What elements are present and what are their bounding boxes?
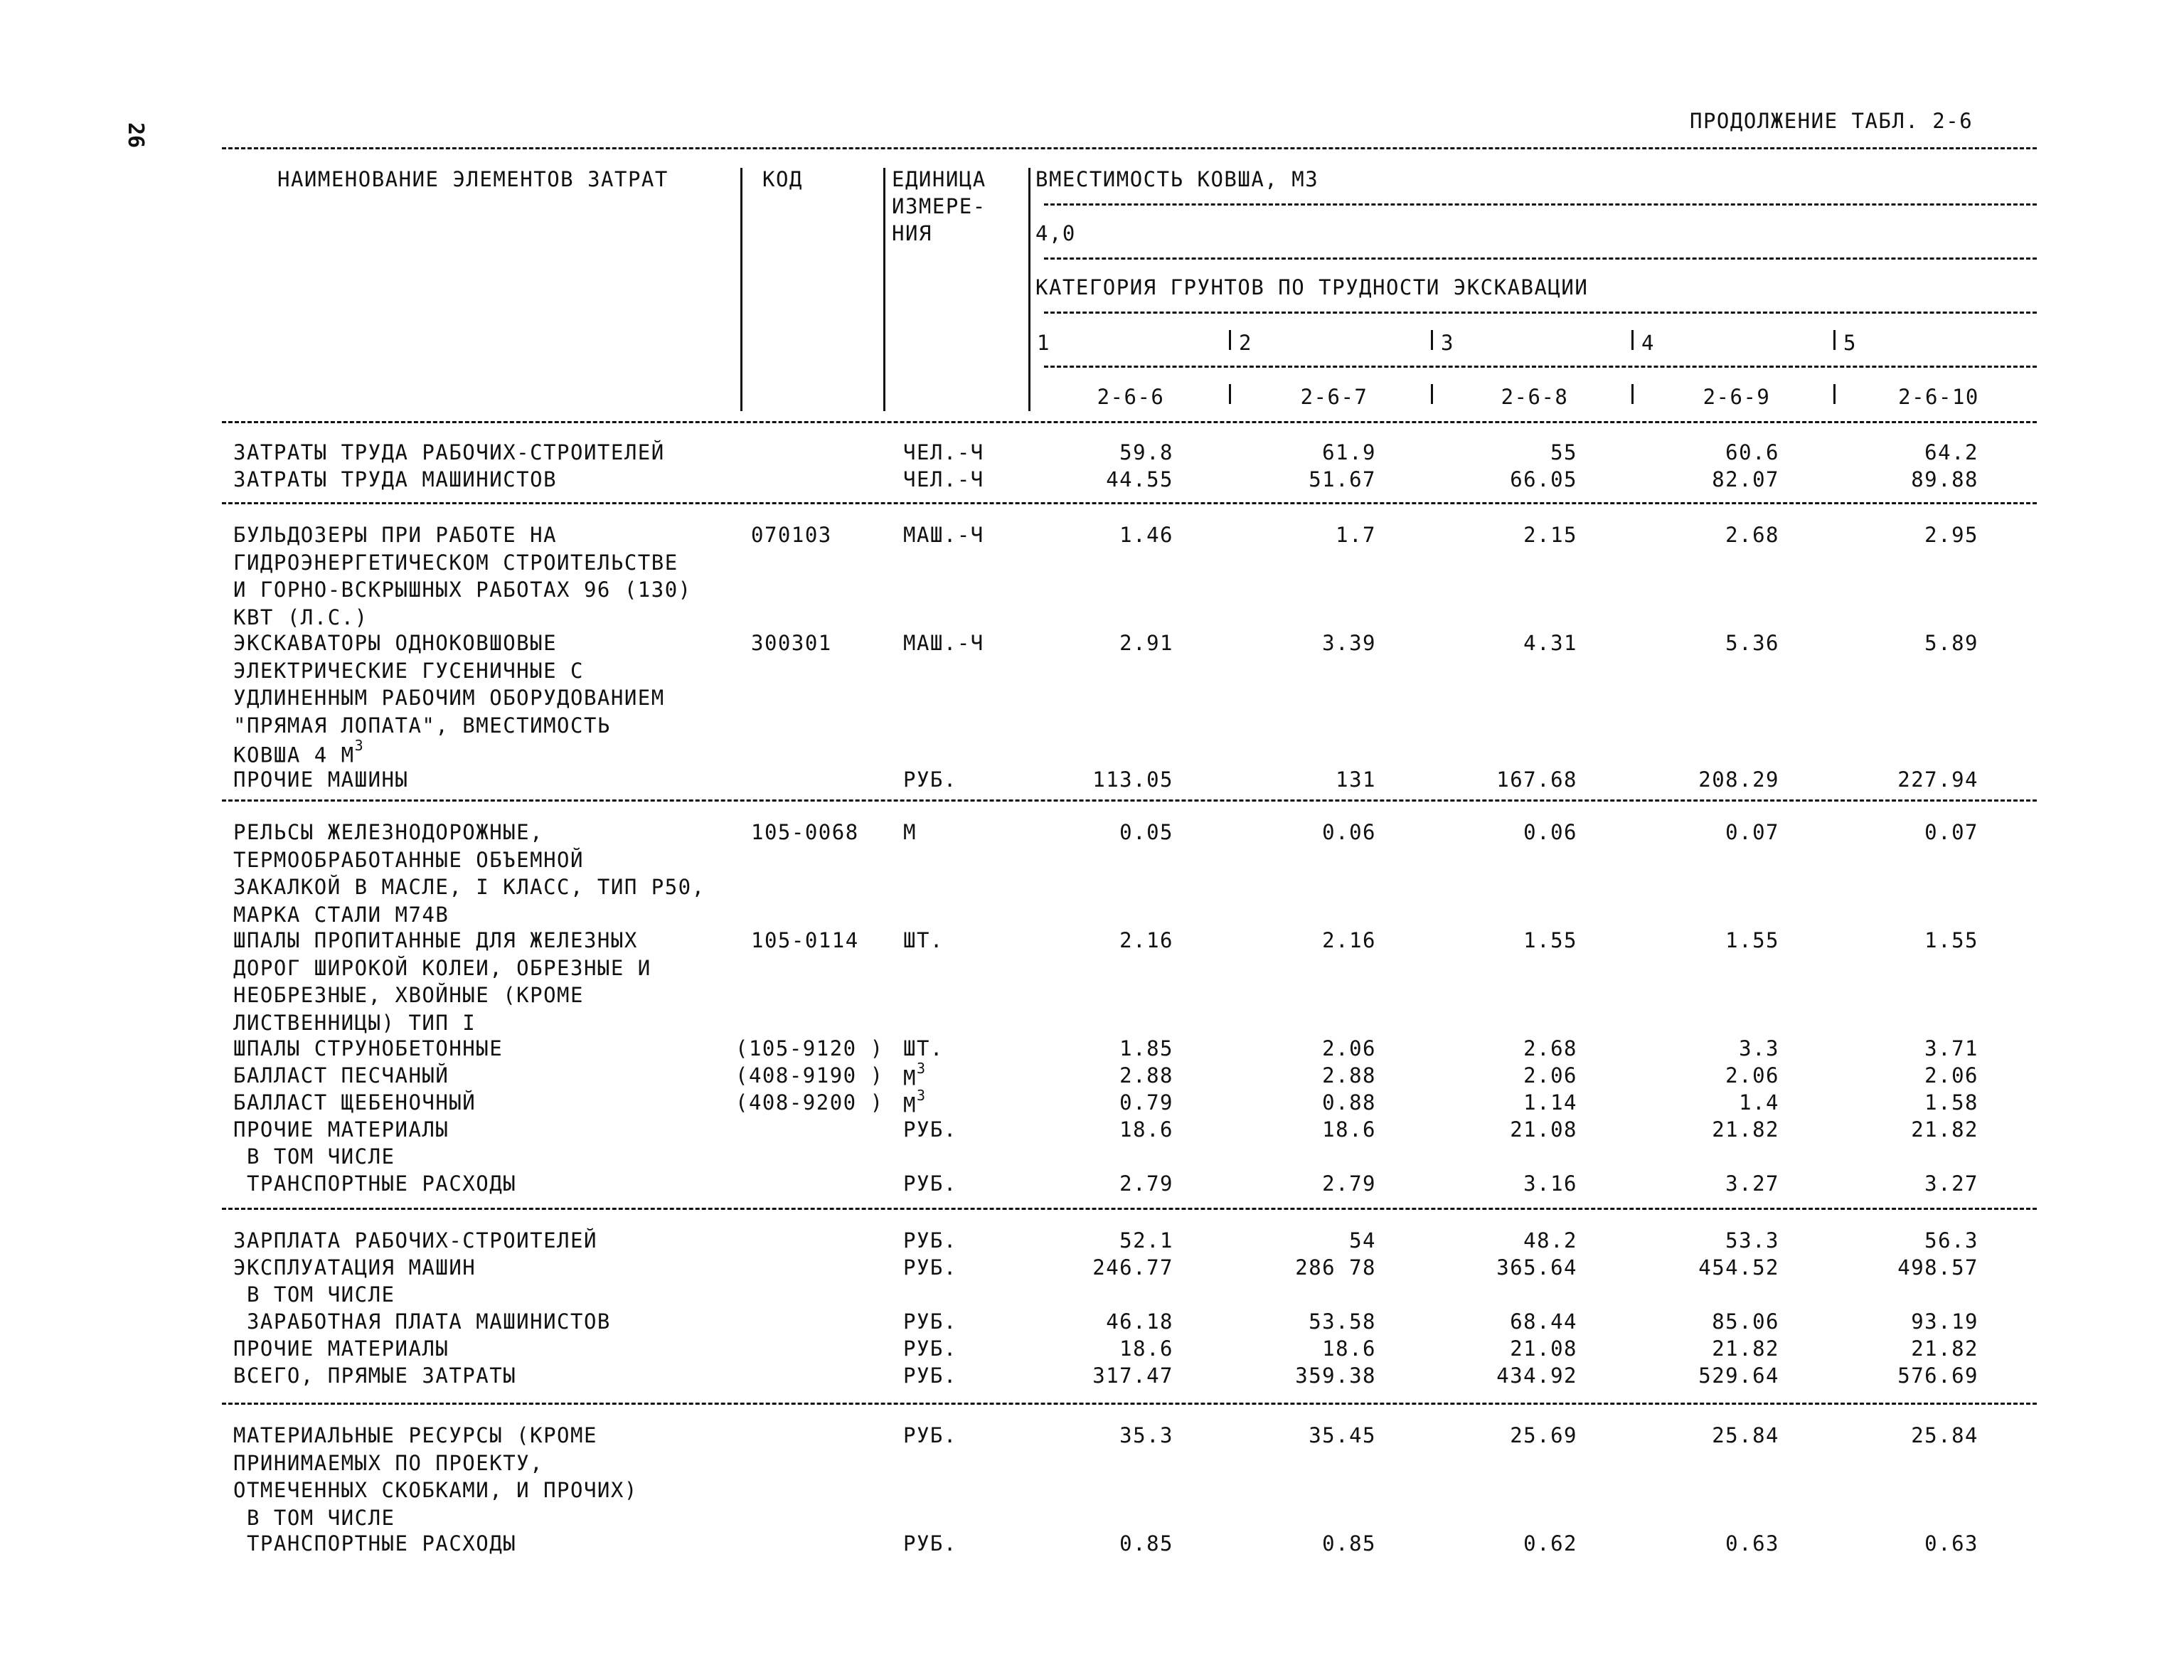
row-value: 365.64 [1496, 1255, 1577, 1280]
column-separator [883, 168, 885, 411]
row-name-line: ЭКСПЛУАТАЦИЯ МАШИН [233, 1255, 476, 1280]
row-value: 53.3 [1725, 1228, 1779, 1253]
column-separator [1833, 330, 1836, 350]
row-value: 0.05 [1119, 820, 1173, 844]
row-value: 0.62 [1523, 1531, 1577, 1556]
header-name-col: НАИМЕНОВАНИЕ ЭЛЕМЕНТОВ ЗАТРАТ [277, 167, 668, 191]
row-value: 53.58 [1309, 1309, 1376, 1334]
row-name-line: И ГОРНО-ВСКРЫШНЫХ РАБОТАХ 96 (130) [233, 578, 692, 602]
row-value: 113.05 [1092, 767, 1173, 792]
row-value: 21.08 [1510, 1336, 1577, 1361]
row-name-line: ШПАЛЫ ПРОПИТАННЫЕ ДЛЯ ЖЕЛЕЗНЫХ [233, 928, 638, 952]
column-separator [1028, 168, 1030, 411]
row-name-line: ОТМЕЧЕННЫХ СКОБКАМИ, И ПРОЧИХ) [233, 1478, 638, 1502]
row-value: 21.08 [1510, 1117, 1577, 1142]
column-separator [1833, 384, 1836, 404]
row-value: 454.52 [1698, 1255, 1779, 1280]
column-separator [1229, 330, 1231, 350]
header-category: 3 [1441, 331, 1454, 355]
row-value: 93.19 [1911, 1309, 1978, 1334]
row-value: 46.18 [1106, 1309, 1173, 1334]
section-rule [222, 502, 2037, 504]
row-value: 2.06 [1725, 1063, 1779, 1088]
row-value: 576.69 [1897, 1363, 1978, 1388]
row-unit: РУБ. [903, 1255, 957, 1280]
header-norm-code: 2-6-7 [1300, 385, 1368, 409]
section-rule [222, 1403, 2037, 1405]
row-value: 56.3 [1924, 1228, 1978, 1253]
column-separator [1431, 330, 1433, 350]
row-unit: МАШ.-Ч [903, 523, 984, 547]
row-name-line: ЛИСТВЕННИЦЫ) ТИП I [233, 1010, 476, 1035]
row-value: 61.9 [1322, 440, 1376, 464]
row-value: 0.06 [1322, 820, 1376, 844]
superscript: 3 [916, 1087, 927, 1104]
row-value: 35.45 [1309, 1423, 1376, 1447]
section-rule [222, 799, 2037, 802]
row-value: 18.6 [1119, 1336, 1173, 1361]
row-name-line: БАЛЛАСТ ПЕСЧАНЫЙ [233, 1063, 449, 1088]
row-value: 3.71 [1924, 1036, 1978, 1060]
row-value: 18.6 [1322, 1117, 1376, 1142]
row-name-line: В ТОМ ЧИСЛЕ [233, 1505, 395, 1530]
row-value: 3.16 [1523, 1171, 1577, 1196]
row-name-line: УДЛИНЕННЫМ РАБОЧИМ ОБОРУДОВАНИЕМ [233, 686, 665, 710]
row-value: 317.47 [1092, 1363, 1173, 1388]
row-name-line: ПРОЧИЕ МАШИНЫ [233, 767, 409, 792]
row-value: 0.88 [1322, 1090, 1376, 1115]
header-category: 4 [1641, 331, 1655, 355]
row-name-line: "ПРЯМАЯ ЛОПАТА", ВМЕСТИМОСТЬ [233, 713, 611, 738]
row-value: 1.4 [1739, 1090, 1779, 1115]
row-value: 359.38 [1295, 1363, 1376, 1388]
row-value: 21.82 [1911, 1336, 1978, 1361]
header-capacity-value: 4,0 [1035, 221, 1076, 245]
row-value: 1.55 [1924, 928, 1978, 952]
row-name-line: ЗАТРАТЫ ТРУДА РАБОЧИХ-СТРОИТЕЛЕЙ [233, 440, 665, 464]
header-unit-col: НИЯ [892, 221, 932, 245]
row-value: 59.8 [1119, 440, 1173, 464]
row-name-line: ЭЛЕКТРИЧЕСКИЕ ГУСЕНИЧНЫЕ С [233, 658, 584, 683]
row-value: 0.07 [1725, 820, 1779, 844]
row-name-line: ТРАНСПОРТНЫЕ РАСХОДЫ [233, 1171, 517, 1196]
row-unit: $М^3$ [903, 1060, 927, 1090]
row-value: 2.06 [1924, 1063, 1978, 1088]
row-name-line: ДОРОГ ШИРОКОЙ КОЛЕИ, ОБРЕЗНЫЕ И [233, 955, 651, 980]
column-separator [1631, 330, 1634, 350]
row-value: 2.68 [1725, 523, 1779, 547]
row-code: 105-0114 [751, 928, 859, 952]
row-unit: РУБ. [903, 767, 957, 792]
row-code: (408-9190 ) [735, 1063, 884, 1088]
row-value: 2.95 [1924, 523, 1978, 547]
header-category: 5 [1843, 331, 1857, 355]
row-value: 2.16 [1322, 928, 1376, 952]
row-name-line: ШПАЛЫ СТРУНОБЕТОННЫЕ [233, 1036, 504, 1060]
row-name-line: БАЛЛАСТ ЩЕБЕНОЧНЫЙ [233, 1090, 476, 1115]
row-name-line: ТРАНСПОРТНЫЕ РАСХОДЫ [233, 1531, 517, 1556]
row-value: 0.85 [1119, 1531, 1173, 1556]
row-value: 1.55 [1725, 928, 1779, 952]
row-value: 68.44 [1510, 1309, 1577, 1334]
row-value: 2.88 [1119, 1063, 1173, 1088]
row-value: 44.55 [1106, 467, 1173, 491]
row-value: 82.07 [1712, 467, 1779, 491]
row-value: 131 [1336, 767, 1376, 792]
row-unit: РУБ. [903, 1363, 957, 1388]
row-value: 21.82 [1712, 1336, 1779, 1361]
row-value: 3.27 [1924, 1171, 1978, 1196]
header-top-rule [222, 147, 2037, 149]
row-value: 0.85 [1322, 1531, 1376, 1556]
row-value: 25.69 [1510, 1423, 1577, 1447]
row-unit: РУБ. [903, 1423, 957, 1447]
row-unit: РУБ. [903, 1228, 957, 1253]
superscript: 3 [354, 737, 365, 754]
row-value: 48.2 [1523, 1228, 1577, 1253]
column-separator [1431, 384, 1433, 404]
row-name-line: МАРКА СТАЛИ М74В [233, 902, 449, 927]
row-name-line: ТЕРМООБРАБОТАННЫЕ ОБЪЕМНОЙ [233, 847, 584, 872]
row-name-line: ЗАРПЛАТА РАБОЧИХ-СТРОИТЕЛЕЙ [233, 1228, 597, 1253]
row-code: (408-9200 ) [735, 1090, 884, 1115]
row-value: 0.63 [1725, 1531, 1779, 1556]
row-value: 2.88 [1322, 1063, 1376, 1088]
row-unit: РУБ. [903, 1117, 957, 1142]
row-value: 4.31 [1523, 631, 1577, 655]
row-value: 89.88 [1911, 467, 1978, 491]
row-name-line: НЕОБРЕЗНЫЕ, ХВОЙНЫЕ (КРОМЕ [233, 983, 584, 1007]
row-code: 300301 [751, 631, 832, 655]
row-value: 1.7 [1336, 523, 1376, 547]
row-value: 2.79 [1119, 1171, 1173, 1196]
header-code-col: КОД [762, 167, 803, 191]
row-value: 18.6 [1322, 1336, 1376, 1361]
header-rule [1044, 257, 2037, 260]
row-value: 25.84 [1911, 1423, 1978, 1447]
header-soil-category: КАТЕГОРИЯ ГРУНТОВ ПО ТРУДНОСТИ ЭКСКАВАЦИИ [1035, 275, 1589, 299]
row-unit: РУБ. [903, 1531, 957, 1556]
row-name-line: ГИДРОЭНЕРГЕТИЧЕСКОМ СТРОИТЕЛЬСТВЕ [233, 550, 678, 575]
row-value: 55 [1550, 440, 1577, 464]
row-value: 3.39 [1322, 631, 1376, 655]
page-number: 26 [123, 122, 148, 149]
row-name-line: ПРИНИМАЕМЫХ ПО ПРОЕКТУ, [233, 1450, 544, 1475]
row-name-line: В ТОМ ЧИСЛЕ [233, 1144, 395, 1169]
section-rule [222, 1208, 2037, 1210]
row-code: 105-0068 [751, 820, 859, 844]
row-value: 208.29 [1698, 767, 1779, 792]
superscript: 3 [916, 1060, 927, 1077]
row-value: 60.6 [1725, 440, 1779, 464]
row-unit: РУБ. [903, 1336, 957, 1361]
table-caption: ПРОДОЛЖЕНИЕ ТАБЛ. 2-6 [1690, 109, 1973, 133]
row-value: 2.68 [1523, 1036, 1577, 1060]
row-name-line: ЭКСКАВАТОРЫ ОДНОКОВШОВЫЕ [233, 631, 558, 655]
row-name-line: КВТ (Л.С.) [233, 605, 368, 629]
header-rule [1044, 312, 2037, 314]
header-rule [1044, 203, 2037, 206]
header-rule [1044, 366, 2037, 368]
row-value: 35.3 [1119, 1423, 1173, 1447]
row-value: 498.57 [1897, 1255, 1978, 1280]
row-name-line: ЗАРАБОТНАЯ ПЛАТА МАШИНИСТОВ [233, 1309, 611, 1334]
row-value: 85.06 [1712, 1309, 1779, 1334]
row-unit: РУБ. [903, 1171, 957, 1196]
row-value: 2.16 [1119, 928, 1173, 952]
row-name-line: ВСЕГО, ПРЯМЫЕ ЗАТРАТЫ [233, 1363, 517, 1388]
row-unit: ШТ. [903, 1036, 944, 1060]
row-unit: М [903, 820, 917, 844]
row-name-line: БУЛЬДОЗЕРЫ ПРИ РАБОТЕ НА [233, 523, 558, 547]
row-value: 25.84 [1712, 1423, 1779, 1447]
row-value: 0.79 [1119, 1090, 1173, 1115]
row-value: 2.91 [1119, 631, 1173, 655]
row-name-line: ЗАТРАТЫ ТРУДА МАШИНИСТОВ [233, 467, 558, 491]
row-value: 1.58 [1924, 1090, 1978, 1115]
row-value: 227.94 [1897, 767, 1978, 792]
row-value: 1.55 [1523, 928, 1577, 952]
row-unit: МАШ.-Ч [903, 631, 984, 655]
row-name-line: РЕЛЬСЫ ЖЕЛЕЗНОДОРОЖНЫЕ, [233, 820, 544, 844]
header-norm-code: 2-6-10 [1898, 385, 1979, 409]
row-value: 3.27 [1725, 1171, 1779, 1196]
header-norm-code: 2-6-6 [1097, 385, 1165, 409]
row-value: 54 [1349, 1228, 1376, 1253]
row-name-line: ПРОЧИЕ МАТЕРИАЛЫ [233, 1336, 449, 1361]
row-name-line: МАТЕРИАЛЬНЫЕ РЕСУРСЫ (КРОМЕ [233, 1423, 597, 1447]
row-value: 51.67 [1309, 467, 1376, 491]
row-unit: ЧЕЛ.-Ч [903, 440, 984, 464]
row-value: 2.06 [1322, 1036, 1376, 1060]
row-value: 5.36 [1725, 631, 1779, 655]
row-name-line: ЗАКАЛКОЙ В МАСЛЕ, I КЛАСС, ТИП Р50, [233, 875, 705, 899]
header-capacity: ВМЕСТИМОСТЬ КОВША, М3 [1035, 167, 1319, 191]
header-category: 2 [1239, 331, 1252, 355]
header-norm-code: 2-6-9 [1703, 385, 1771, 409]
row-value: 529.64 [1698, 1363, 1779, 1388]
row-value: 1.85 [1119, 1036, 1173, 1060]
row-value: 1.14 [1523, 1090, 1577, 1115]
row-name-line: В ТОМ ЧИСЛЕ [233, 1282, 395, 1307]
row-code: (105-9120 ) [735, 1036, 884, 1060]
row-value: 1.46 [1119, 523, 1173, 547]
header-norm-code: 2-6-8 [1501, 385, 1569, 409]
row-unit: ШТ. [903, 928, 944, 952]
row-value: 2.15 [1523, 523, 1577, 547]
row-unit: $М^3$ [903, 1087, 927, 1117]
row-value: 18.6 [1119, 1117, 1173, 1142]
column-separator [740, 168, 742, 411]
row-value: 0.07 [1924, 820, 1978, 844]
row-value: 0.63 [1924, 1531, 1978, 1556]
row-name-line: КОВША 4 $М^3$ [233, 737, 365, 767]
row-value: 21.82 [1712, 1117, 1779, 1142]
row-value: 2.79 [1322, 1171, 1376, 1196]
row-value: 21.82 [1911, 1117, 1978, 1142]
row-value: 52.1 [1119, 1228, 1173, 1253]
column-separator [1229, 384, 1231, 404]
row-value: 66.05 [1510, 467, 1577, 491]
row-unit: ЧЕЛ.-Ч [903, 467, 984, 491]
row-value: 0.06 [1523, 820, 1577, 844]
row-value: 167.68 [1496, 767, 1577, 792]
header-category: 1 [1037, 331, 1050, 355]
row-value: 246.77 [1092, 1255, 1173, 1280]
row-value: 434.92 [1496, 1363, 1577, 1388]
header-bottom-rule [222, 421, 2037, 423]
header-unit-col: ИЗМЕРЕ- [892, 194, 986, 218]
row-value: 2.06 [1523, 1063, 1577, 1088]
row-value: 286 78 [1295, 1255, 1376, 1280]
row-value: 64.2 [1924, 440, 1978, 464]
row-unit: РУБ. [903, 1309, 957, 1334]
header-unit-col: ЕДИНИЦА [892, 167, 986, 191]
column-separator [1631, 384, 1634, 404]
row-value: 3.3 [1739, 1036, 1779, 1060]
row-name-line: ПРОЧИЕ МАТЕРИАЛЫ [233, 1117, 449, 1142]
row-value: 5.89 [1924, 631, 1978, 655]
row-code: 070103 [751, 523, 832, 547]
